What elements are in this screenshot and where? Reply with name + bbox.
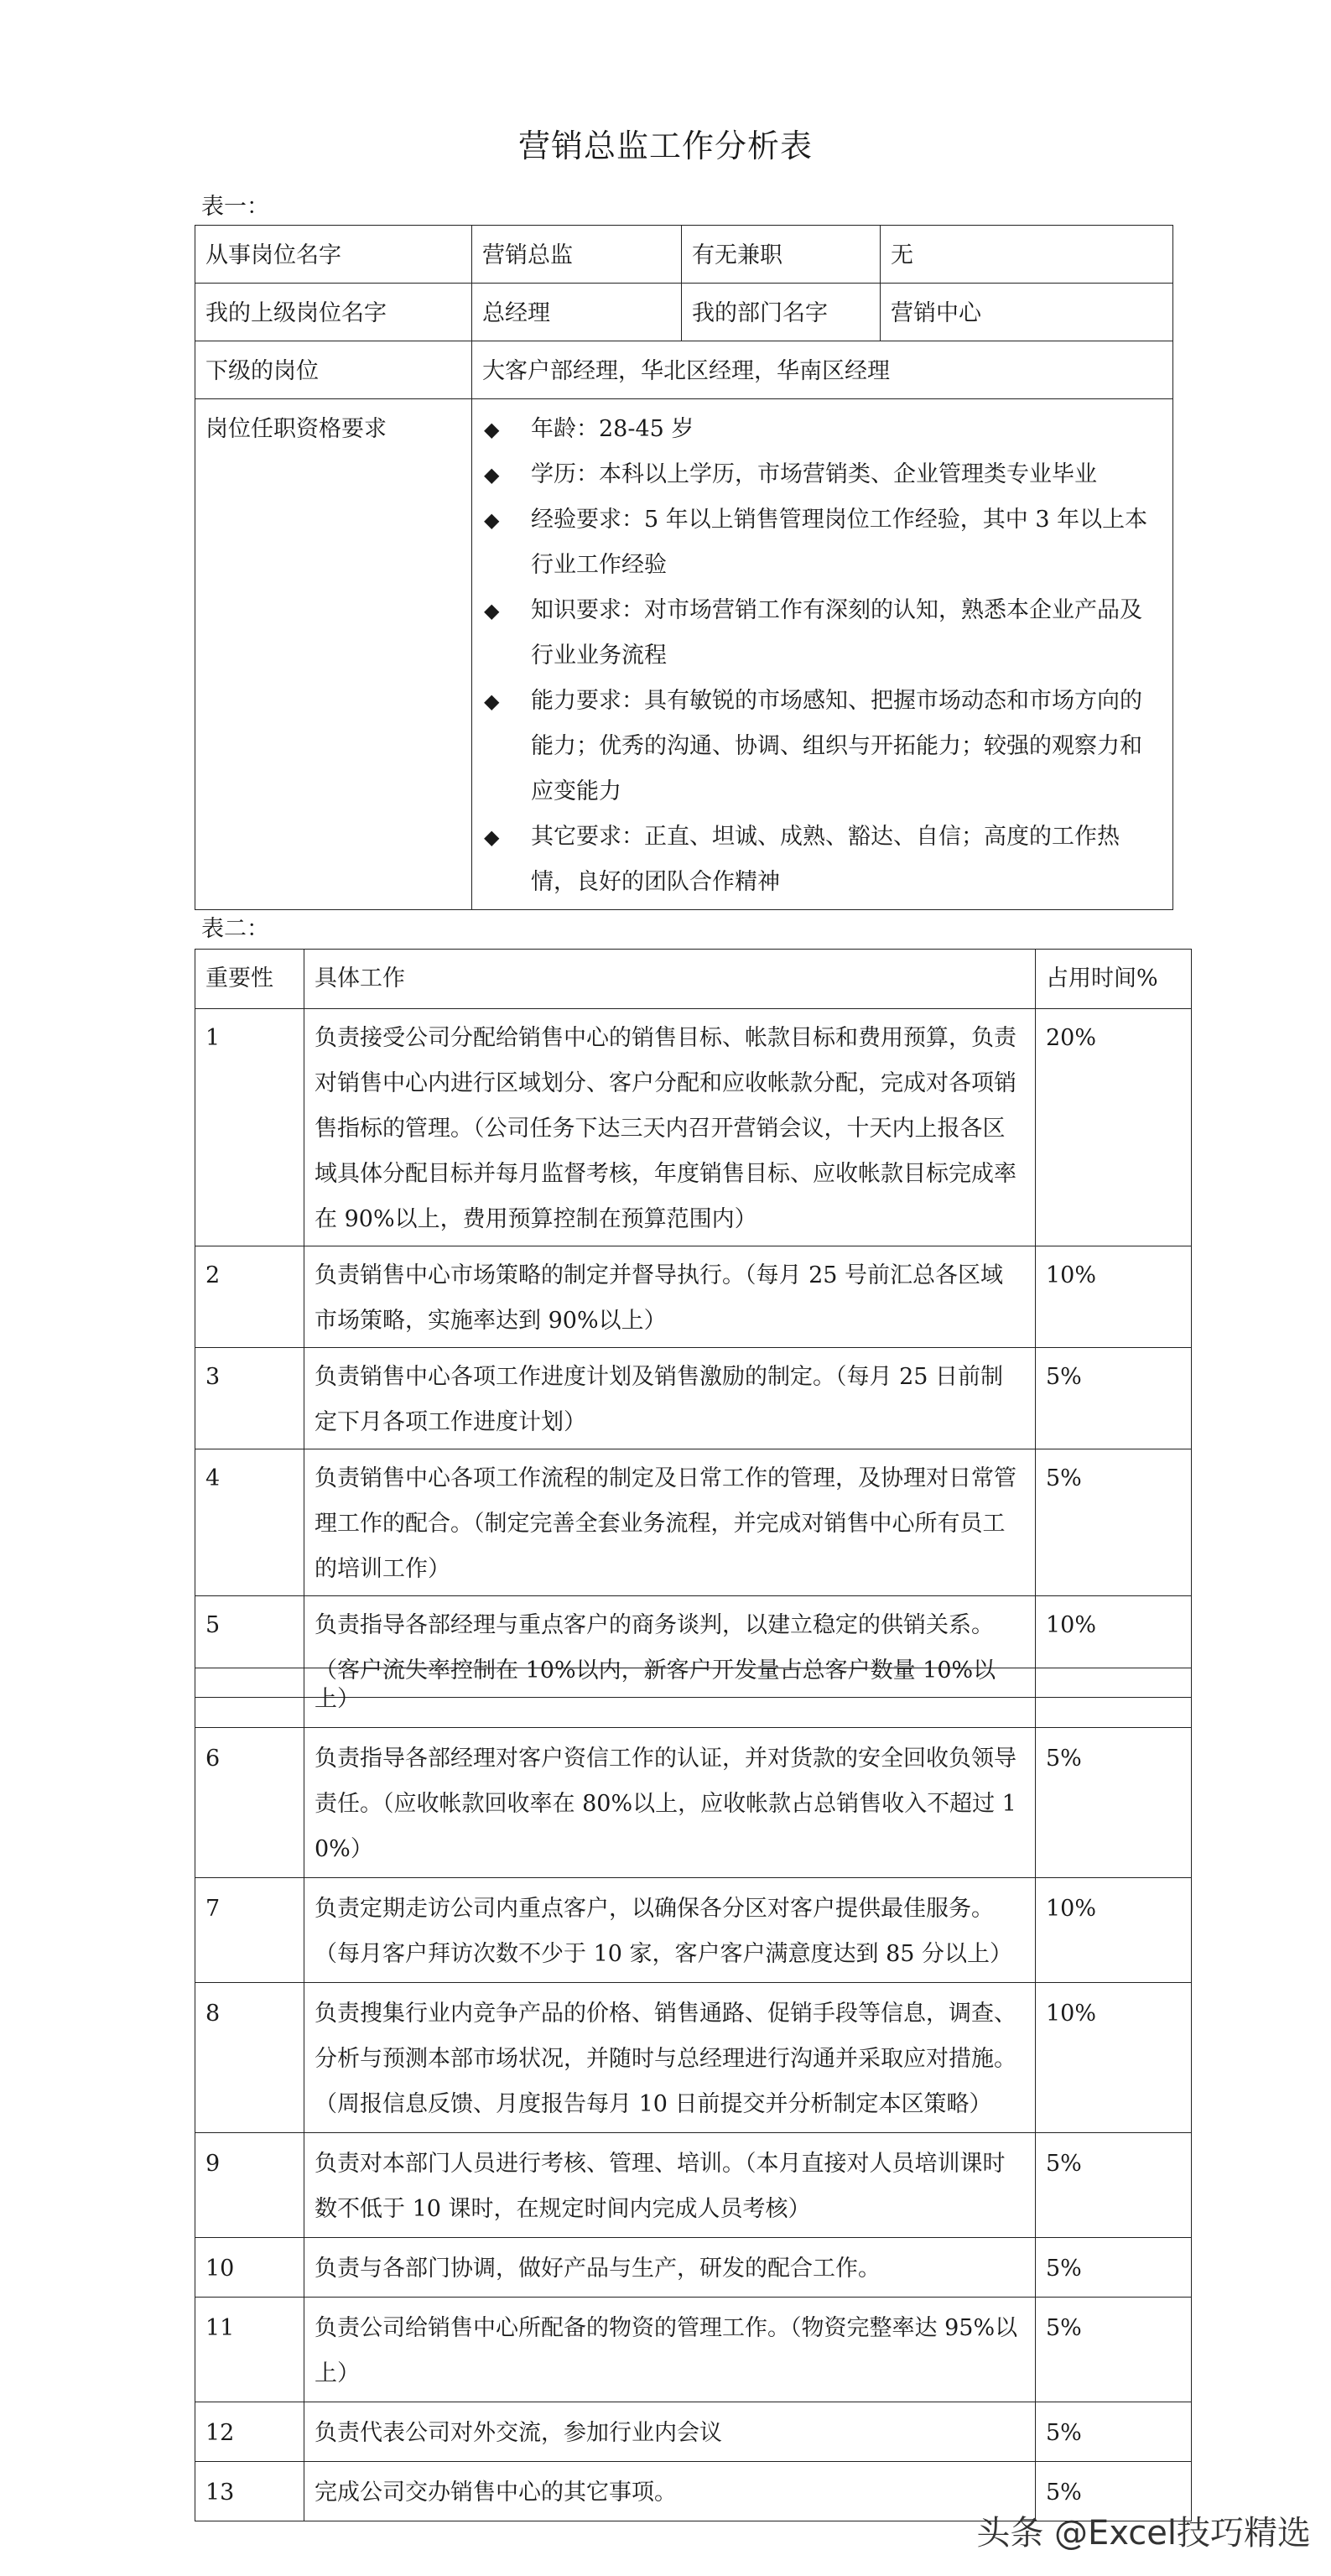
diamond-bullet-icon: ◆ [484,599,500,622]
position-info-table [195,225,1173,910]
table-cell: 无 [881,226,1173,284]
work-cell: 负责定期走访公司内重点客户，以确保各分区对客户提供最佳服务。（每月客户拜访次数不少于 10 家，客户客户满意度达到 85 分以上） [304,1878,1036,1983]
watermark: 头条 @Excel技巧精选 [976,2514,1311,2553]
time-cell: 5% [1036,2462,1192,2521]
rank-cell: 13 [195,2462,304,2521]
work-cell: 负责接受公司分配给销售中心的销售目标、帐款目标和费用预算，负责对销售中心内进行区域划分、客户分配和应收帐款分配，完成对各项销售指标的管理。（公司任务下达三天内召开营销会议，十天内上报各区域具体分配目标并每月监督考核，年度销售目标、应收帐款目标完成率在 90%以上，费用预算控制在预算范围内） [304,1009,1036,1246]
subordinate-value: 大客户部经理，华北区经理，华南区经理 [472,341,1173,399]
requirements-label: 岗位任职资格要求 [195,399,472,910]
work-cell: 负责对本部门人员进行考核、管理、培训。（本月直接对人员培训课时数不低于 10 课时，在规定时间内完成人员考核） [304,2133,1036,2238]
rank-cell: 12 [195,2402,304,2462]
work-cell: 负责销售中心市场策略的制定并督导执行。（每月 25 号前汇总各区域市场策略，实施率达到 90%以上） [304,1246,1036,1348]
time-cell: 5% [1036,2402,1192,2462]
table-row [195,2402,1192,2462]
requirements-list [482,407,1162,905]
rank-cell: 9 [195,2133,304,2238]
time-cell: 10% [1036,1246,1192,1348]
rank-cell: 1 [195,1009,304,1246]
table-row [195,1878,1192,1983]
table-header-row [195,950,1192,1009]
list-item: ◆ 学历：本科以上学历，市场营销类、企业管理类专业毕业 [482,452,1162,497]
diamond-bullet-icon: ◆ [484,690,500,713]
list-item: ◆ 经验要求：5 年以上销售管理岗位工作经验，其中 3 年以上本行业工作经验 [482,497,1162,588]
work-cell: 负责销售中心各项工作进度计划及销售激励的制定。（每月 25 日前制定下月各项工作进度计划） [304,1348,1036,1449]
list-item: ◆ 年龄：28-45 岁 [482,407,1162,452]
job-duties-table-continued [195,1668,1192,2521]
table-row [195,226,1173,284]
table-cell: 我的上级岗位名字 [195,284,472,341]
table-row [195,1449,1192,1596]
work-cell: 负责销售中心各项工作流程的制定及日常工作的管理，及协理对日常管理工作的配合。（制定完善全套业务流程，并完成对销售中心所有员工的培训工作） [304,1449,1036,1596]
column-header: 重要性 [195,950,304,1009]
table-row [195,1668,1192,1728]
rank-cell: 11 [195,2298,304,2402]
time-cell: 10% [1036,1596,1192,1698]
time-cell: 5% [1036,2238,1192,2298]
job-duties-table [195,949,1192,1698]
table-row [195,1348,1192,1449]
table-row [195,284,1173,341]
list-item: ◆ 其它要求：正直、坦诚、成熟、豁达、自信；高度的工作热情，良好的团队合作精神 [482,814,1162,905]
table-row [195,2298,1192,2402]
table-cell: 从事岗位名字 [195,226,472,284]
time-cell: 5% [1036,2133,1192,2238]
time-cell: 10% [1036,1983,1192,2133]
table-cell: 有无兼职 [682,226,881,284]
work-cell: 完成公司交办销售中心的其它事项。 [304,2462,1036,2521]
subordinate-label: 下级的岗位 [195,341,472,399]
time-cell [1036,1668,1192,1728]
time-cell: 5% [1036,1728,1192,1878]
document-title: 营销总监工作分析表 [517,127,813,164]
table-row [195,1728,1192,1878]
table-row [195,1983,1192,2133]
rank-cell: 2 [195,1246,304,1348]
list-item: ◆ 能力要求：具有敏锐的市场感知、把握市场动态和市场方向的能力；优秀的沟通、协调、组织与开拓能力；较强的观察力和应变能力 [482,679,1162,814]
table-row [195,2238,1192,2298]
work-cell: 负责指导各部经理与重点客户的商务谈判，以建立稳定的供销关系。（客户流失率控制在 10%以内，新客户开发量占总客户数量 10%以 [304,1596,1036,1698]
rank-cell: 6 [195,1728,304,1878]
rank-cell: 10 [195,2238,304,2298]
diamond-bullet-icon: ◆ [484,825,500,849]
time-cell: 20% [1036,1009,1192,1246]
table-row [195,2133,1192,2238]
time-cell: 5% [1036,2298,1192,2402]
time-cell: 10% [1036,1878,1192,1983]
time-cell: 5% [1036,1449,1192,1596]
work-cell: 负责公司给销售中心所配备的物资的管理工作。（物资完整率达 95%以上） [304,2298,1036,2402]
work-cell: 负责与各部门协调，做好产品与生产，研发的配合工作。 [304,2238,1036,2298]
rank-cell: 8 [195,1983,304,2133]
table-row [195,341,1173,399]
work-cell: 负责搜集行业内竞争产品的价格、销售通路、促销手段等信息，调查、分析与预测本部市场状况，并随时与总经理进行沟通并采取应对措施。（周报信息反馈、月度报告每月 10 日前提交并分析制定本区策略） [304,1983,1036,2133]
table-row [195,1246,1192,1348]
table-cell: 营销总监 [472,226,682,284]
table2-caption: 表二： [201,916,269,942]
table-cell: 我的部门名字 [682,284,881,341]
work-cell: 负责代表公司对外交流，参加行业内会议 [304,2402,1036,2462]
table-cell: 营销中心 [881,284,1173,341]
rank-cell: 4 [195,1449,304,1596]
table1-caption: 表一： [201,194,269,220]
work-cell: 上） [304,1668,1036,1728]
list-item: ◆ 知识要求：对市场营销工作有深刻的认知，熟悉本企业产品及行业业务流程 [482,588,1162,679]
table-cell: 总经理 [472,284,682,341]
work-cell: 负责指导各部经理对客户资信工作的认证，并对货款的安全回收负领导责任。（应收帐款回收率在 80%以上，应收帐款占总销售收入不超过 10%） [304,1728,1036,1878]
column-header: 占用时间% [1036,950,1192,1009]
column-header: 具体工作 [304,950,1036,1009]
requirements-cell [472,399,1173,910]
diamond-bullet-icon: ◆ [484,463,500,487]
rank-cell: 7 [195,1878,304,1983]
rank-cell: 5 [195,1596,304,1698]
diamond-bullet-icon: ◆ [484,508,500,532]
time-cell: 5% [1036,1348,1192,1449]
rank-cell [195,1668,304,1728]
table-row [195,399,1173,910]
table-row [195,1009,1192,1246]
rank-cell: 3 [195,1348,304,1449]
diamond-bullet-icon: ◆ [484,418,500,441]
